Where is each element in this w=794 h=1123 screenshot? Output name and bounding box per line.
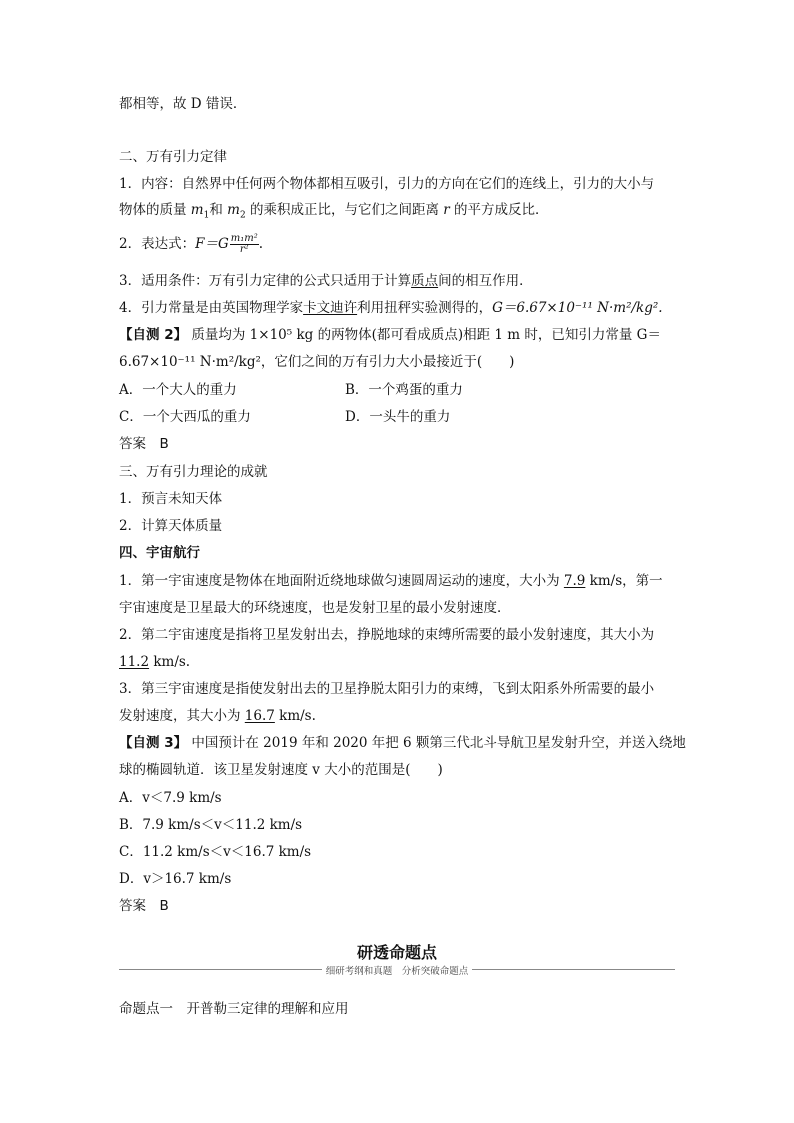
formula-lhs: F＝G — [195, 236, 229, 252]
text-line: 都相等，故 D 错误． — [119, 96, 247, 112]
option-row — [119, 409, 451, 425]
text-line — [119, 204, 549, 221]
self-test-2-question — [119, 329, 661, 343]
option-d: D．一头牛的重力 — [345, 409, 451, 425]
text-line — [119, 656, 190, 670]
text-fragment: 2．表达式： — [119, 236, 196, 252]
text-fragment: 的平方成反比． — [449, 202, 549, 218]
text-fragment: 物体的质量 — [119, 202, 191, 218]
underlined-value: 16.7 — [244, 708, 275, 724]
section-heading-space-flight: 四、宇宙航行 — [119, 545, 200, 561]
text-line — [119, 710, 316, 724]
option-a: A．v＜7.9 km/s — [119, 790, 222, 806]
underlined-value: 11.2 — [119, 654, 150, 670]
text-fragment: km/s. — [274, 708, 316, 724]
math-var: r — [443, 202, 450, 218]
math-var: m — [190, 202, 204, 218]
underlined-term: 卡文迪许 — [303, 300, 358, 316]
text-fragment: 中国预计在 2019 年和 2020 年把 6 颗第三代北斗导航卫星发射升空，并送入绕地 — [187, 735, 686, 751]
answer-line: 答案 B — [119, 436, 169, 452]
math-sub: 1 — [203, 210, 210, 221]
section-banner-subtitle — [0, 963, 794, 977]
option-d: D．v＞16.7 km/s — [119, 871, 232, 887]
text-fragment: . — [258, 236, 264, 252]
fraction-numerator: m₁m² — [230, 233, 258, 244]
underlined-value: 7.9 — [563, 573, 586, 589]
section-banner-title: 研透命题点 — [356, 943, 437, 962]
text-fragment: 和 — [209, 202, 228, 218]
text-fragment: 1．第一宇宙速度是物体在地面附近绕地球做匀速圆周运动的速度，大小为 — [119, 573, 564, 589]
math-var: m — [227, 202, 240, 218]
text-line: 3．第三宇宙速度是指使发射出去的卫星挣脱太阳引力的束缚，飞到太阳系外所需要的最小 — [119, 681, 655, 697]
option-c: C．11.2 km/s＜v＜16.7 km/s — [119, 844, 312, 860]
text-fragment: 利用扭秤实验测得的， — [357, 300, 493, 316]
topic-heading: 命题点一 开普勒三定律的理解和应用 — [119, 1001, 349, 1017]
text-fragment: 质量均为 1×10⁵ kg 的两物体(都可看成质点)相距 1 m 时，已知引力常量 G＝ — [187, 327, 661, 343]
fraction-denominator: r² — [239, 244, 249, 255]
text-fragment: 3．适用条件：万有引力定律的公式只适用于计算 — [119, 273, 412, 289]
text-line: 球的椭圆轨道．该卫星发射速度 v 大小的范围是( ) — [119, 762, 443, 778]
text-line — [119, 275, 533, 289]
option-a: A．一个大人的重力 — [119, 382, 237, 398]
constant-value: G＝6.67×10⁻¹¹ N·m²/kg². — [492, 300, 663, 316]
option-b: B．一个鸡蛋的重力 — [345, 382, 463, 398]
text-line — [119, 302, 663, 316]
formula-fraction — [230, 234, 259, 255]
formula-line — [119, 234, 263, 255]
text-fragment: 发射速度，其大小为 — [119, 708, 245, 724]
text-fragment: km/s. — [149, 654, 191, 670]
option-row — [119, 382, 463, 398]
text-line — [119, 575, 663, 589]
section-heading-gravitation-law: 二、万有引力定律 — [119, 149, 227, 165]
self-test-tag: 【自测 3】 — [119, 735, 188, 751]
text-fragment: 4．引力常量是由英国物理学家 — [119, 300, 304, 316]
answer-line: 答案 B — [119, 898, 169, 914]
self-test-tag: 【自测 2】 — [119, 327, 188, 343]
self-test-3-question — [119, 737, 686, 751]
banner-subtitle-text: 细研考纲和真题 分析突破命题点 — [322, 966, 473, 977]
text-line: 2．计算天体质量 — [119, 518, 223, 534]
text-fragment: km/s，第一 — [585, 573, 663, 589]
text-fragment: 的乘积成正比，与它们之间距离 — [245, 202, 444, 218]
text-line: 1．内容：自然界中任何两个物体都相互吸引，引力的方向在它们的连线上，引力的大小与 — [119, 176, 655, 192]
option-b: B．7.9 km/s＜v＜11.2 km/s — [119, 817, 303, 833]
section-heading-achievements: 三、万有引力理论的成就 — [119, 464, 268, 480]
option-c: C．一个大西瓜的重力 — [119, 409, 251, 425]
text-line: 1．预言未知天体 — [119, 491, 223, 507]
text-line: 6.67×10⁻¹¹ N·m²/kg²，它们之间的万有引力大小最接近于( ) — [119, 354, 515, 370]
text-line: 宇宙速度是卫星最大的环绕速度，也是发射卫星的最小发射速度． — [119, 600, 511, 616]
text-line: 2．第二宇宙速度是指将卫星发射出去，挣脱地球的束缚所需要的最小发射速度，其大小为 — [119, 627, 655, 643]
underlined-term: 质点 — [411, 273, 439, 289]
math-sub: 2 — [239, 210, 246, 221]
text-fragment: 间的相互作用． — [438, 273, 533, 289]
